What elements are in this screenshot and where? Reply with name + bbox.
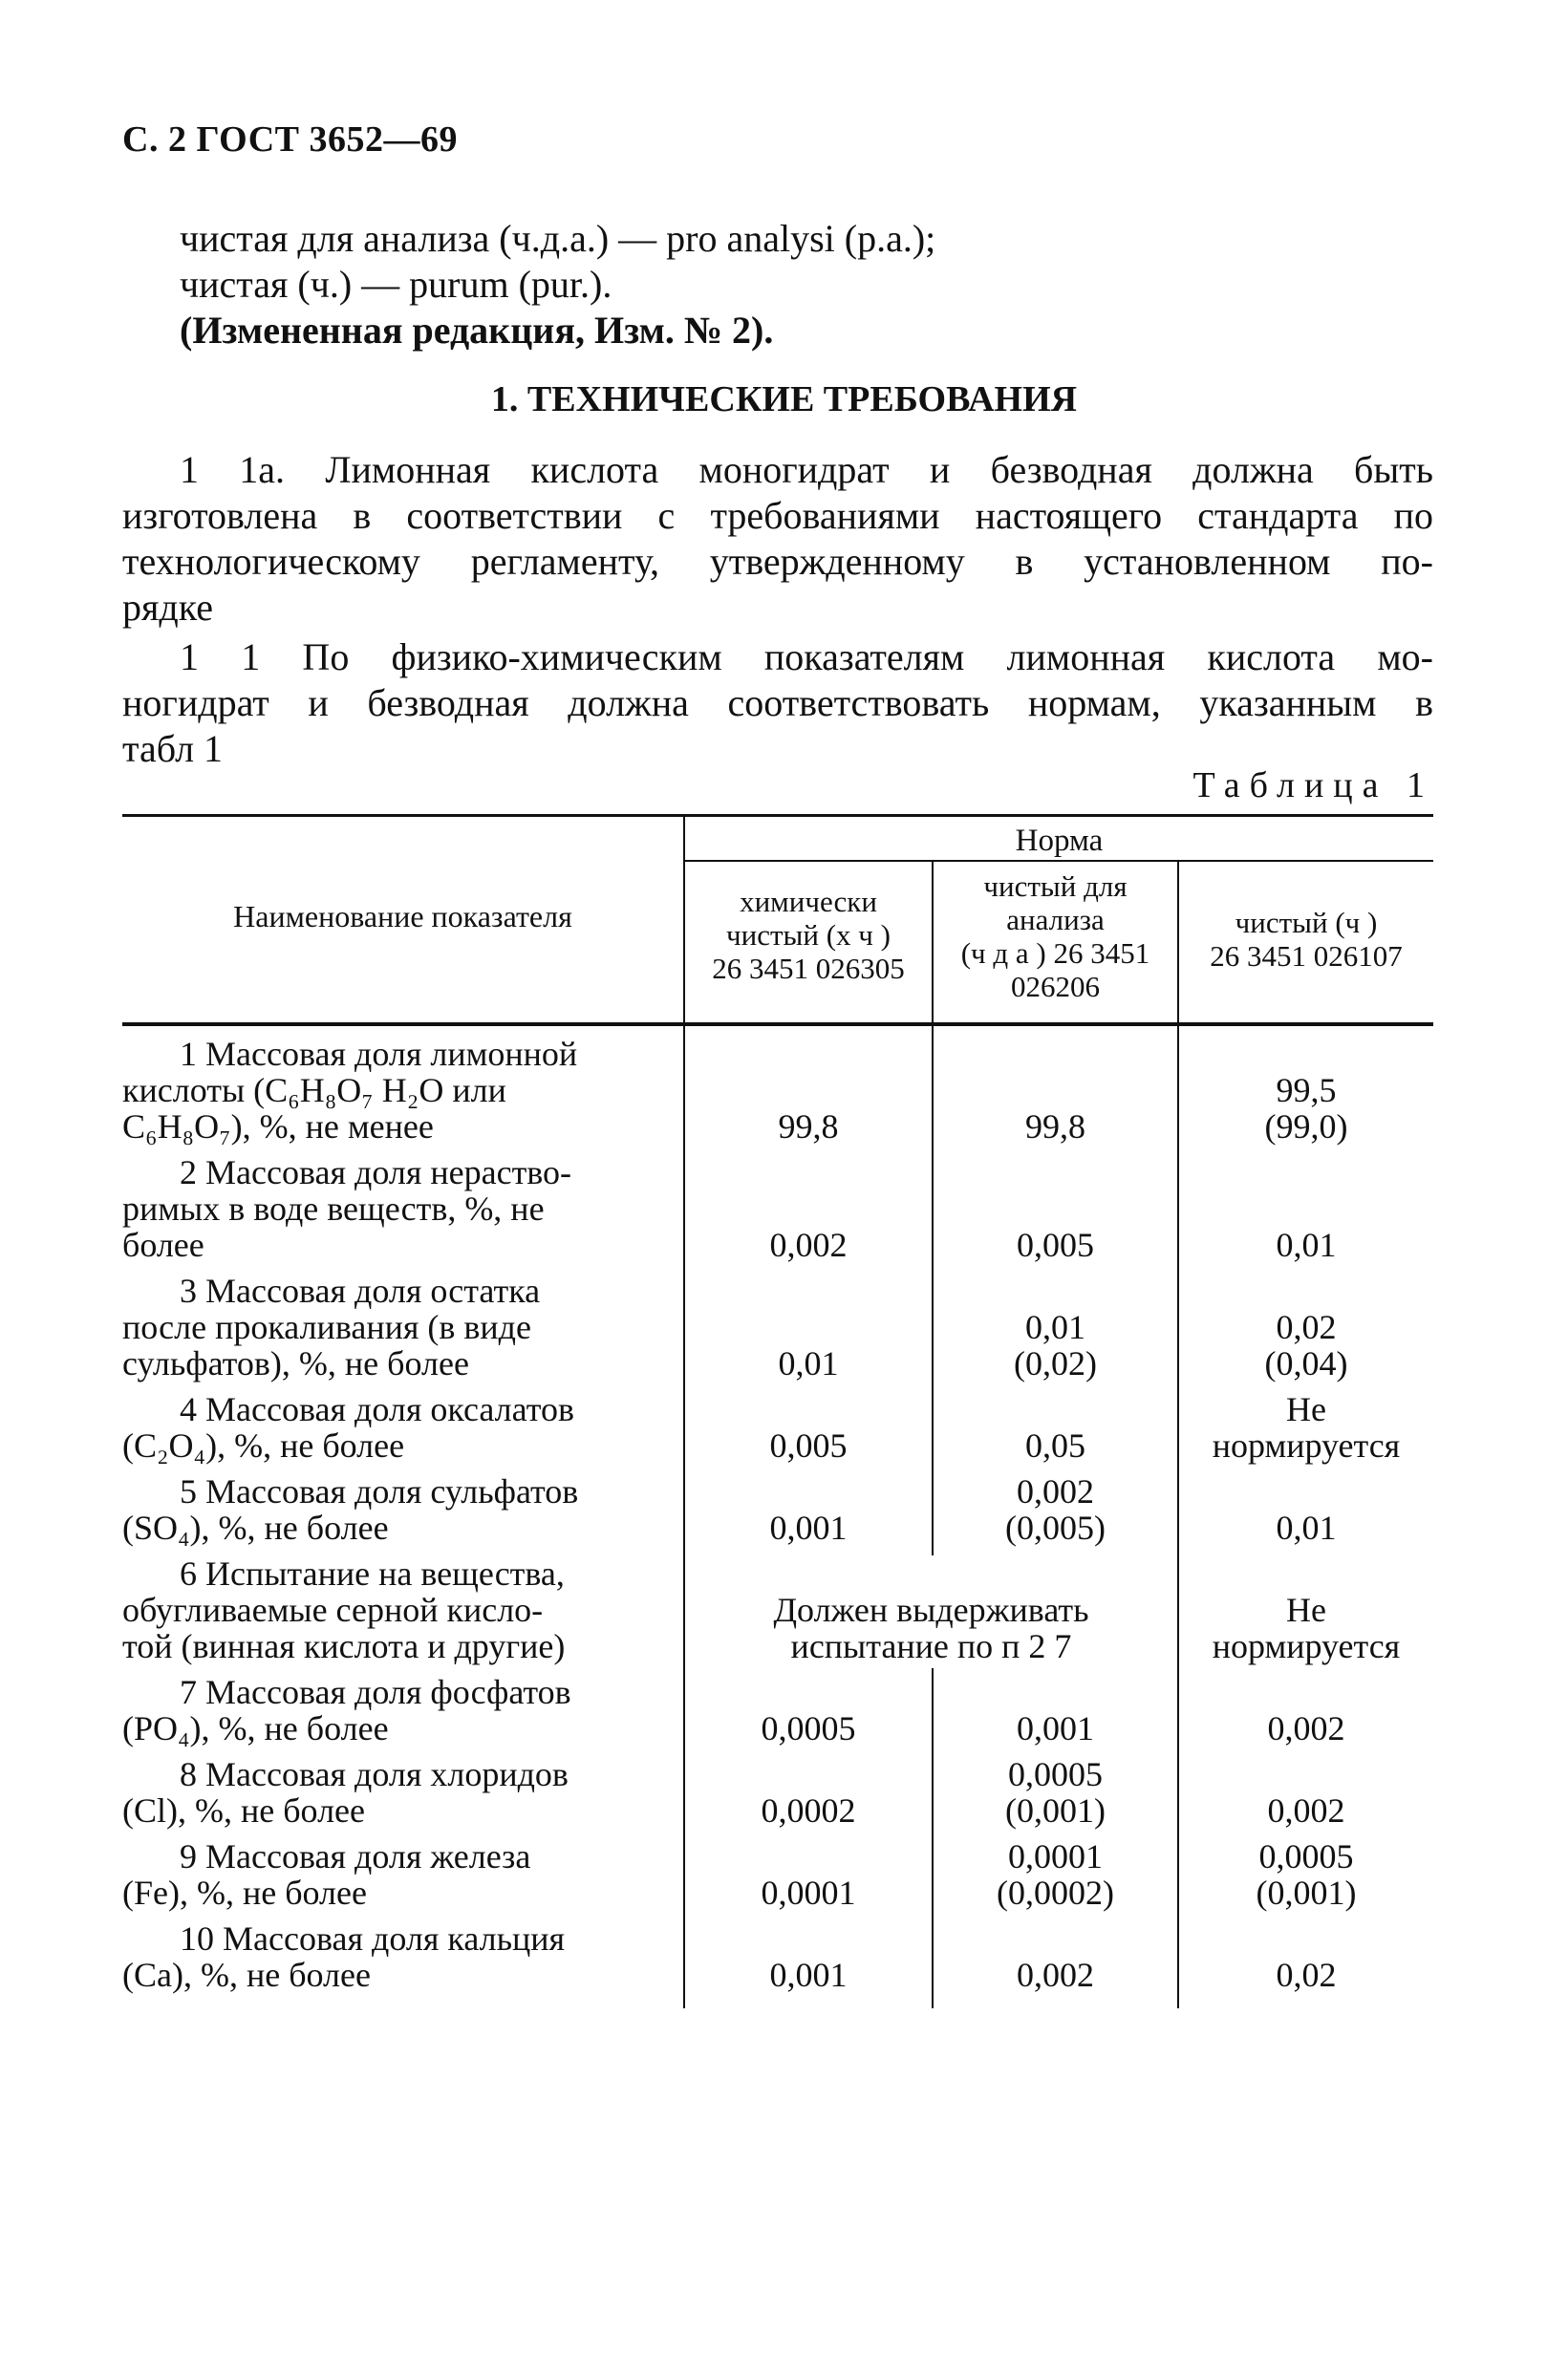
row-name-line: обугливаемые серной кисло- — [122, 1591, 544, 1629]
intro-line-2: чистая (ч.) — purum (pur.). — [180, 263, 612, 306]
cell-value — [1179, 1592, 1433, 1664]
header-col3 — [1179, 906, 1433, 973]
paragraph-line: технологическому регламенту, утвержденному в установленном по- — [122, 540, 1433, 583]
cell-line: испытание по п 2 7 — [790, 1627, 1072, 1665]
header-col1-line: 26 3451 026305 — [712, 952, 905, 985]
header-col2-line: 026206 — [1011, 970, 1100, 1003]
table-row-name — [122, 1391, 677, 1464]
cell-value — [1179, 1309, 1433, 1382]
row-name-line: (SO₄), %, не более — [122, 1509, 389, 1547]
cell-line: 0,002 — [769, 1226, 848, 1264]
paragraph-1-1 — [122, 634, 1433, 772]
cell-line: 0,005 — [1017, 1226, 1094, 1264]
paragraph-line: изготовлена в соответствии с требованиями настоящего стандарта по — [122, 494, 1433, 537]
cell-value — [685, 1510, 932, 1546]
cell-value — [934, 1957, 1177, 1993]
row-name-line: сульфатов), %, не более — [122, 1344, 469, 1383]
cell-line: (0,001) — [1256, 1874, 1357, 1912]
cell-value — [934, 1427, 1177, 1464]
paragraph-line: ногидрат и безводная должна соответствовать нормам, указанным в — [122, 681, 1433, 724]
header-name: Наименование показателя — [233, 899, 572, 933]
row-name-line: (Fe), %, не более — [122, 1874, 367, 1912]
cell-value — [1179, 1710, 1433, 1747]
cell-line: (0,04) — [1264, 1344, 1348, 1383]
row-name-line: 10 Массовая доля кальция — [180, 1919, 566, 1958]
row-name-line: 2 Массовая доля нераство- — [180, 1153, 572, 1191]
cell-value — [1179, 1792, 1433, 1829]
cell-line: 99,5 — [1276, 1071, 1337, 1109]
cell-line: 0,0005 — [1258, 1837, 1354, 1876]
row-name-line: C₆H₈O₇), %, не менее — [122, 1107, 434, 1146]
row-name-line: (Ca), %, не более — [122, 1956, 371, 1994]
row-name-line: (PO₄), %, не более — [122, 1709, 389, 1747]
cell-line: (0,001) — [1005, 1791, 1106, 1830]
table-row-name — [122, 1473, 677, 1546]
cell-value — [934, 1227, 1177, 1263]
table-row-name — [122, 1154, 677, 1263]
cell-line: 0,02 — [1276, 1956, 1337, 1994]
row-name-line: 5 Массовая доля сульфатов — [180, 1472, 579, 1511]
cell-value — [685, 1710, 932, 1747]
section-title: 1. ТЕХНИЧЕСКИЕ ТРЕБОВАНИЯ — [490, 379, 1078, 419]
cell-value — [934, 1838, 1177, 1911]
cell-line: (0,0002) — [997, 1874, 1114, 1912]
cell-value — [1179, 1391, 1433, 1464]
cell-line: нормируется — [1212, 1426, 1401, 1465]
row-name-line: 1 Массовая доля лимонной — [180, 1035, 578, 1073]
table-row-name — [122, 1920, 677, 1993]
cell-value — [685, 1875, 932, 1911]
cell-value — [1179, 1510, 1433, 1546]
cell-line: 0,01 — [1025, 1308, 1085, 1346]
row-name-line: 8 Массовая доля хлоридов — [180, 1755, 569, 1793]
header-col1 — [685, 885, 932, 985]
cell-line: 0,0002 — [761, 1791, 856, 1830]
header-col2-line: (ч д а ) 26 3451 — [960, 936, 1150, 970]
row-name-line: 3 Массовая доля остатка — [180, 1272, 541, 1310]
row-name-line: кислоты (C₆H₈O₇ H₂O или — [122, 1071, 506, 1109]
header-col1-line: чистый (х ч ) — [726, 918, 891, 952]
cell-line: 0,002 — [1017, 1956, 1094, 1994]
cell-line: Должен выдерживать — [773, 1591, 1089, 1629]
cell-line: 0,001 — [769, 1509, 848, 1547]
table-row-name — [122, 1674, 677, 1747]
cell-value — [934, 1710, 1177, 1747]
page-header: С. 2 ГОСТ 3652—69 — [122, 119, 458, 160]
cell-value — [685, 1345, 932, 1382]
cell-line: 0,01 — [778, 1344, 839, 1383]
cell-line: 0,002 — [1267, 1709, 1345, 1747]
cell-line: 0,01 — [1276, 1509, 1337, 1547]
cell-line: 0,05 — [1025, 1426, 1085, 1465]
cell-value — [685, 1227, 932, 1263]
header-col2-line: чистый для — [983, 869, 1128, 903]
cell-value — [685, 1957, 932, 1993]
cell-line: 99,8 — [1025, 1107, 1085, 1146]
cell-value — [1179, 1072, 1433, 1145]
cell-line: (0,02) — [1014, 1344, 1097, 1383]
paragraph-line: 1 1 По физико-химическим показателям лимонная кислота мо- — [180, 635, 1433, 678]
table-row-name — [122, 1555, 677, 1664]
row-name-line: 6 Испытание на вещества, — [180, 1554, 565, 1593]
row-name-line: (C₂O₄), %, не более — [122, 1426, 405, 1465]
cell-line: (0,005) — [1005, 1509, 1106, 1547]
cell-value — [934, 1756, 1177, 1829]
row-name-line: римых в воде веществ, %, не — [122, 1190, 545, 1228]
col-divider-name — [683, 814, 685, 2008]
row-name-line: 4 Массовая доля оксалатов — [180, 1390, 574, 1428]
row-name-line: 9 Массовая доля железа — [180, 1837, 531, 1876]
row-name-line: после прокаливания (в виде — [122, 1308, 531, 1346]
table-top-rule — [122, 814, 1433, 817]
cell-line: 99,8 — [778, 1107, 839, 1146]
row-name-line: более — [122, 1226, 204, 1264]
cell-value — [934, 1473, 1177, 1546]
cell-value — [685, 1792, 932, 1829]
cell-value — [685, 1427, 932, 1464]
cell-line: 0,001 — [769, 1956, 848, 1994]
cell-line: Не — [1286, 1390, 1326, 1428]
table-caption: Таблица 1 — [1192, 765, 1434, 805]
table-row-name — [122, 1756, 677, 1829]
intro-line-1: чистая для анализа (ч.д.а.) — pro analysi (p.a.); — [180, 217, 936, 260]
table-row-name — [122, 1838, 677, 1911]
table-row-name — [122, 1036, 677, 1145]
header-col2 — [934, 869, 1177, 1003]
cell-value — [1179, 1957, 1433, 1993]
cell-value-merged — [685, 1592, 1177, 1664]
cell-line: нормируется — [1212, 1627, 1401, 1665]
cell-line: 0,002 — [1267, 1791, 1345, 1830]
paragraph-line: рядке — [122, 586, 213, 629]
header-bottom-rule — [122, 1022, 1433, 1026]
header-col3-line: чистый (ч ) — [1235, 906, 1378, 939]
cell-value — [685, 1108, 932, 1145]
cell-value — [934, 1309, 1177, 1382]
cell-value — [1179, 1838, 1433, 1911]
header-col3-line: 26 3451 026107 — [1210, 939, 1403, 973]
cell-line: 0,0001 — [1008, 1837, 1103, 1876]
table-row-name — [122, 1273, 677, 1382]
header-norma: Норма — [1015, 824, 1104, 858]
cell-line: 0,01 — [1276, 1226, 1337, 1264]
header-col2-line: анализа — [1006, 903, 1105, 936]
norma-under-rule — [683, 860, 1433, 862]
cell-line: Не — [1286, 1591, 1326, 1629]
row-name-line: той (винная кислота и другие) — [122, 1627, 566, 1665]
cell-line: 0,001 — [1017, 1709, 1094, 1747]
cell-line: 0,02 — [1276, 1308, 1337, 1346]
paragraph-line: 1 1а. Лимонная кислота моногидрат и безводная должна быть — [180, 448, 1433, 491]
cell-line: 0,0001 — [761, 1874, 856, 1912]
cell-line: 0,002 — [1017, 1472, 1094, 1511]
header-col1-line: химически — [740, 885, 877, 918]
paragraph-1-1a — [122, 447, 1433, 631]
amendment-note: (Измененная редакция, Изм. № 2). — [180, 309, 774, 352]
cell-line: (99,0) — [1264, 1107, 1348, 1146]
cell-line: 0,005 — [769, 1426, 848, 1465]
cell-value — [1179, 1227, 1433, 1263]
row-name-line: (Cl), %, не более — [122, 1791, 365, 1830]
cell-line: 0,0005 — [1008, 1755, 1103, 1793]
cell-line: 0,0005 — [761, 1709, 856, 1747]
paragraph-line: табл 1 — [122, 727, 224, 770]
cell-value — [934, 1108, 1177, 1145]
row-name-line: 7 Массовая доля фосфатов — [180, 1673, 571, 1711]
